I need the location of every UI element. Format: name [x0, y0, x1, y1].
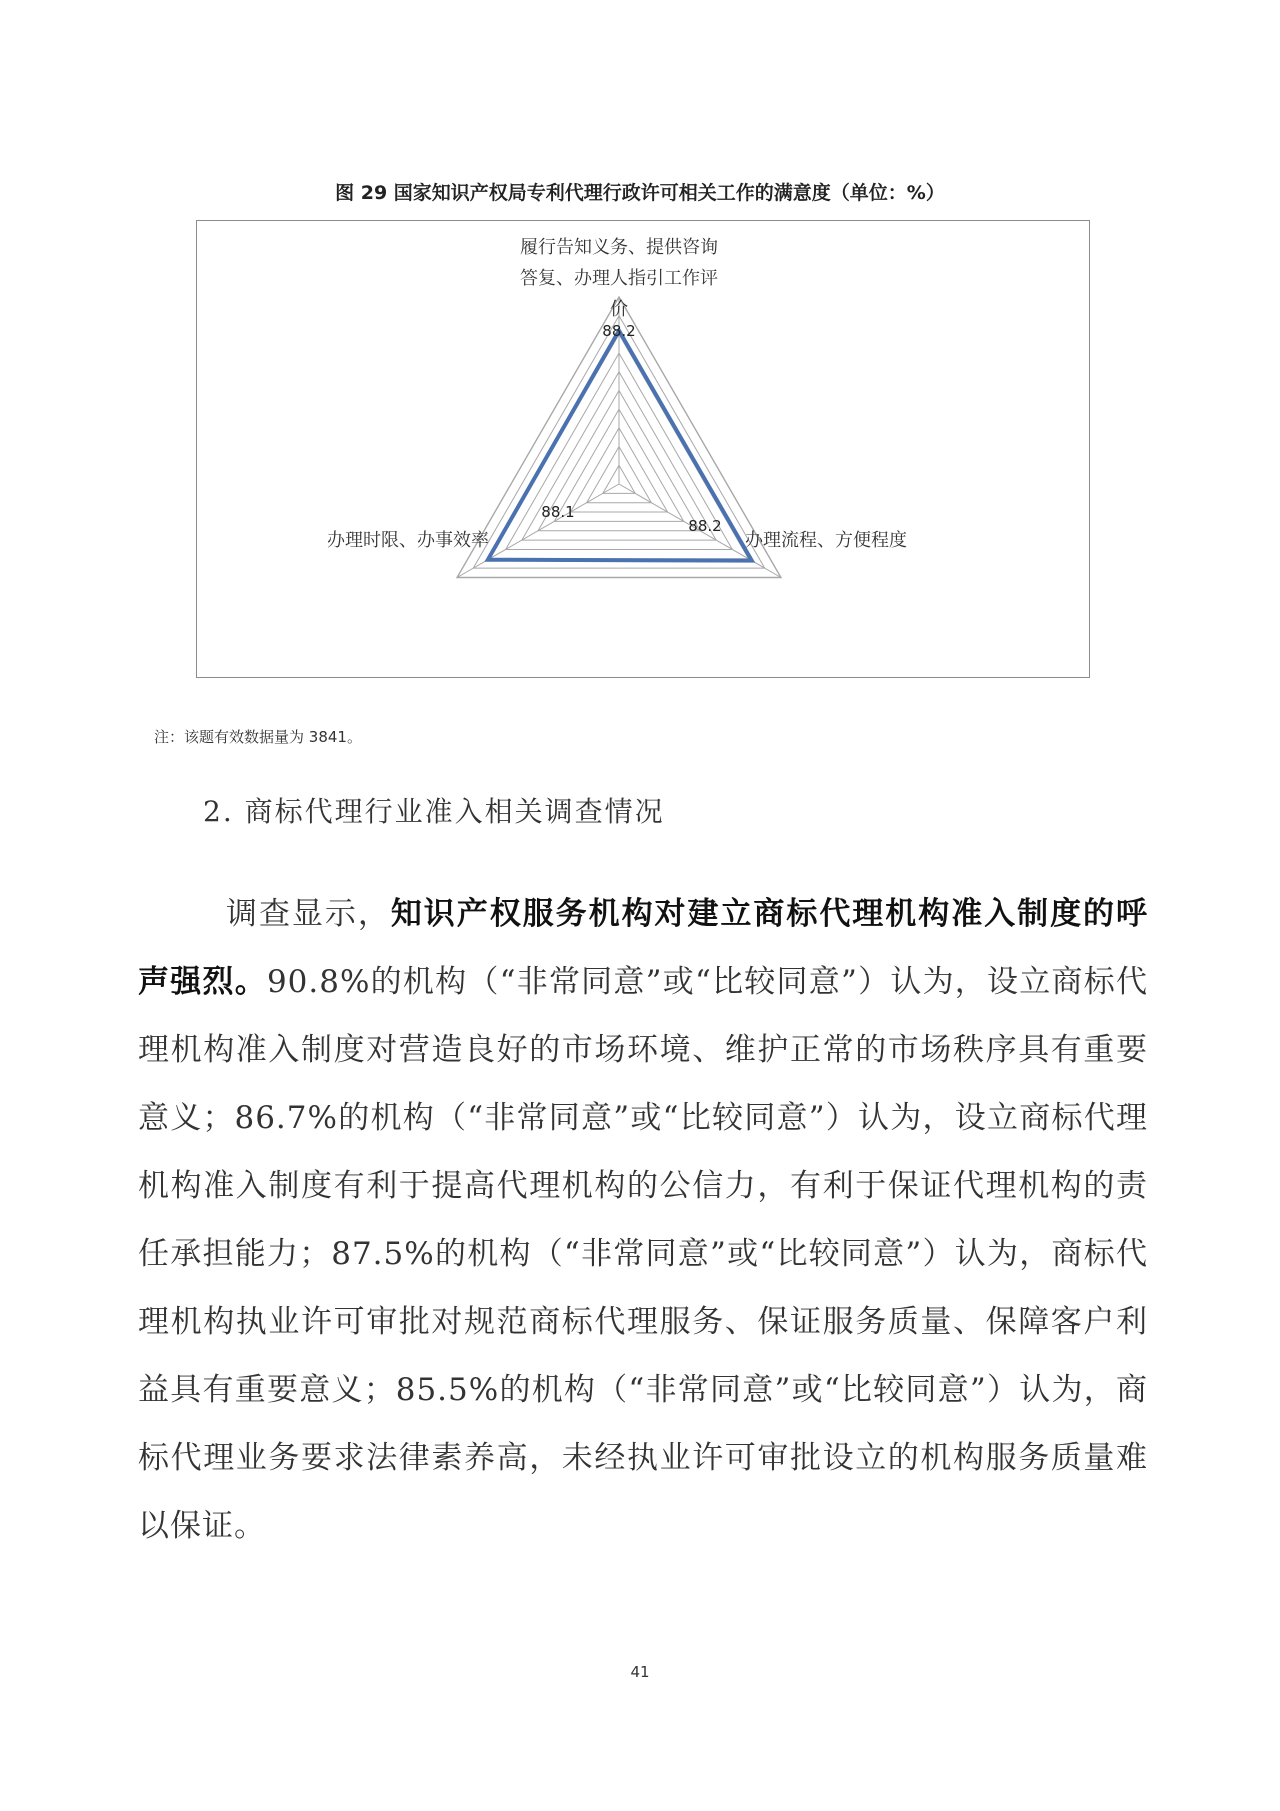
section-heading: 2. 商标代理行业准入相关调查情况 [203, 795, 665, 828]
figure-note: 注：该题有效数据量为 3841。 [154, 728, 362, 746]
body-lead: 调查显示， [226, 896, 391, 932]
radar-chart-svg [197, 221, 1091, 679]
body-rest: 90.8%的机构（“非常同意”或“比较同意”）认为，设立商标代理机构准入制度对营造良好的市场环境、维护正常的市场秩序具有重要意义；86.7%的机构（“非常同意”或“比较同意”）认为，设立商标代理机构准入制度有利于提高代理机构的公信力，有利于保证代理机构的责任承担能力；87.5%的机构（“非常同意”或“比较同意”）认为，商标代理机构执业许可审批对规范商标代理服务、保证服务质量、保障客户利益具有重要意义；85.5%的机构（“非常同意”或“比较同意”）认为，商标代理业务要求法律素养高，未经执业许可审批设立的机构服务质量难以保证。 [138, 964, 1148, 1544]
radar-category-label: 履行告知义务、提供咨询答复、办理人指引工作评价 [520, 237, 718, 320]
radar-category-label: 办理时限、办事效率 [327, 530, 489, 551]
radar-value-label: 88.1 [541, 503, 575, 521]
radar-value-label: 88.2 [602, 322, 636, 340]
radar-chart [196, 220, 1090, 678]
page-number: 41 [630, 1663, 650, 1681]
body-bold-statement: 知识产权服务机构对建立商标代理机构准入制度的呼声强烈。 [138, 896, 1149, 1000]
radar-value-label: 88.2 [688, 517, 722, 535]
radar-category-label: 办理流程、方便程度 [745, 530, 907, 551]
figure-caption: 图 29 国家知识产权局专利代理行政许可相关工作的满意度（单位：%） [335, 182, 945, 204]
body-paragraph [138, 880, 1148, 1560]
